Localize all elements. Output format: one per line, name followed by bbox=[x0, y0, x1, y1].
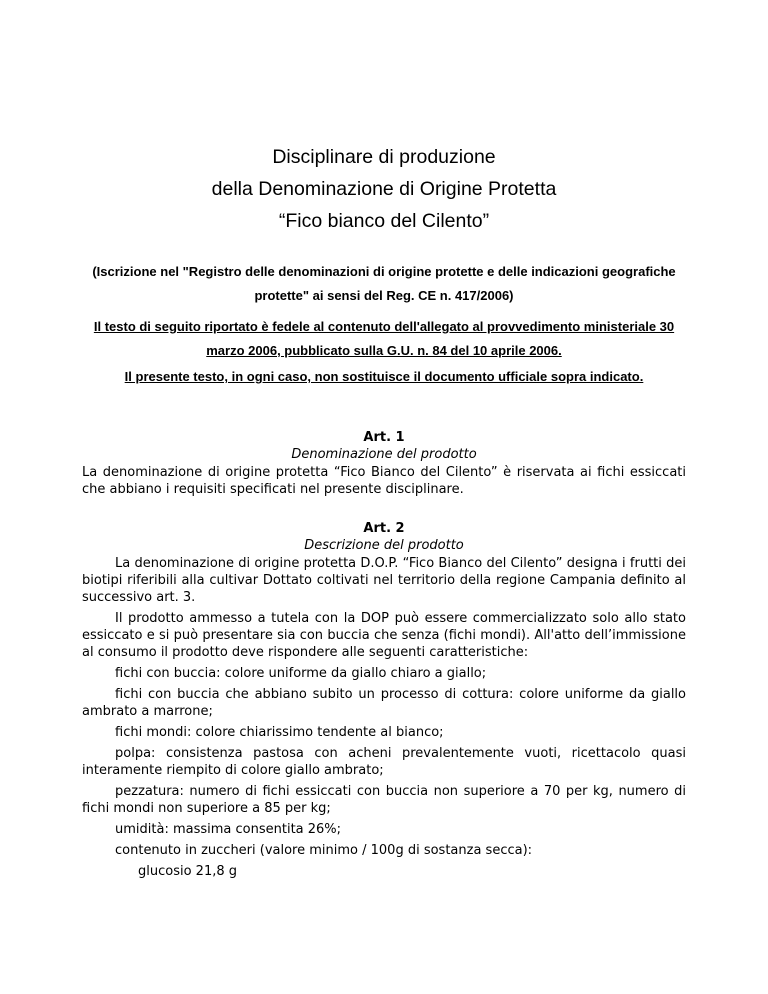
article-2-paragraph-designation: La denominazione di origine protetta D.O.P. “Fico Bianco del Cilento” designa i frutti dei biotipi riferibili alla cultivar Dottato coltivati nel territorio della regione Campania definito al successivo art. 3. bbox=[82, 556, 686, 605]
article-2-item-fichi-con-buccia: fichi con buccia: colore uniforme da giallo chiaro a giallo; bbox=[115, 666, 487, 681]
article-2-item-glucosio: glucosio 21,8 g bbox=[138, 864, 238, 879]
article-2-item-pezzatura: pezzatura: numero di fichi essiccati con buccia non superiore a 70 per kg, numero di fichi mondi non superiore a 85 per kg; bbox=[82, 784, 686, 816]
article-2-item-zuccheri: contenuto in zuccheri (valore minimo / 100g di sostanza secca): bbox=[115, 843, 533, 858]
fidelity-disclaimer-line-1: Il testo di seguito riportato è fedele al contenuto dell'allegato al provvedimento ministeriale 30 bbox=[93, 319, 675, 334]
document-title-line-1: Disciplinare di produzione bbox=[272, 146, 496, 168]
fidelity-disclaimer bbox=[60, 318, 708, 359]
official-document-disclaimer bbox=[60, 368, 708, 385]
article-2-item-polpa: polpa: consistenza pastosa con acheni prevalentemente vuoti, ricettacolo quasi interamente riempito di colore giallo ambrato; bbox=[82, 746, 686, 778]
registration-note-line-1: (Iscrizione nel "Registro delle denominazioni di origine protette e delle indicazioni geografiche bbox=[92, 264, 676, 279]
article-2-subtitle: Descrizione del prodotto bbox=[304, 538, 464, 553]
fidelity-disclaimer-line-2: marzo 2006, pubblicato sulla G.U. n. 84 del 10 aprile 2006. bbox=[206, 343, 562, 358]
registration-note bbox=[60, 263, 708, 304]
article-2-number: Art. 2 bbox=[363, 521, 405, 536]
document-title-line-2: della Denominazione di Origine Protetta bbox=[211, 178, 557, 200]
registration-note-line-2: protette" ai sensi del Reg. CE n. 417/2006) bbox=[254, 288, 514, 303]
article-2-heading bbox=[0, 520, 768, 554]
document-title-line-3: “Fico bianco del Cilento” bbox=[278, 210, 490, 232]
official-document-disclaimer-line: Il presente testo, in ogni caso, non sostituisce il documento ufficiale sopra indicato. bbox=[124, 369, 644, 384]
article-2-item-fichi-cotti: fichi con buccia che abbiano subito un processo di cottura: colore uniforme da giallo ambrato a marrone; bbox=[82, 687, 686, 719]
article-2-paragraph-commercialization: Il prodotto ammesso a tutela con la DOP può essere commercializzato solo allo stato essiccato e si può presentare sia con buccia che senza (fichi mondi). All'atto dell’immissione al consumo il prodotto deve rispondere alle seguenti caratteristiche: bbox=[82, 611, 686, 660]
article-2-item-fichi-mondi: fichi mondi: colore chiarissimo tendente al bianco; bbox=[115, 725, 444, 740]
article-1-subtitle: Denominazione del prodotto bbox=[291, 447, 477, 462]
article-1-text: La denominazione di origine protetta “Fico Bianco del Cilento” è riservata ai fichi essiccati che abbiano i requisiti specificati nel presente disciplinare. bbox=[82, 465, 686, 497]
article-1-heading bbox=[0, 429, 768, 463]
article-2-item-umidita: umidità: massima consentita 26%; bbox=[115, 822, 342, 837]
article-1-number: Art. 1 bbox=[363, 430, 405, 445]
